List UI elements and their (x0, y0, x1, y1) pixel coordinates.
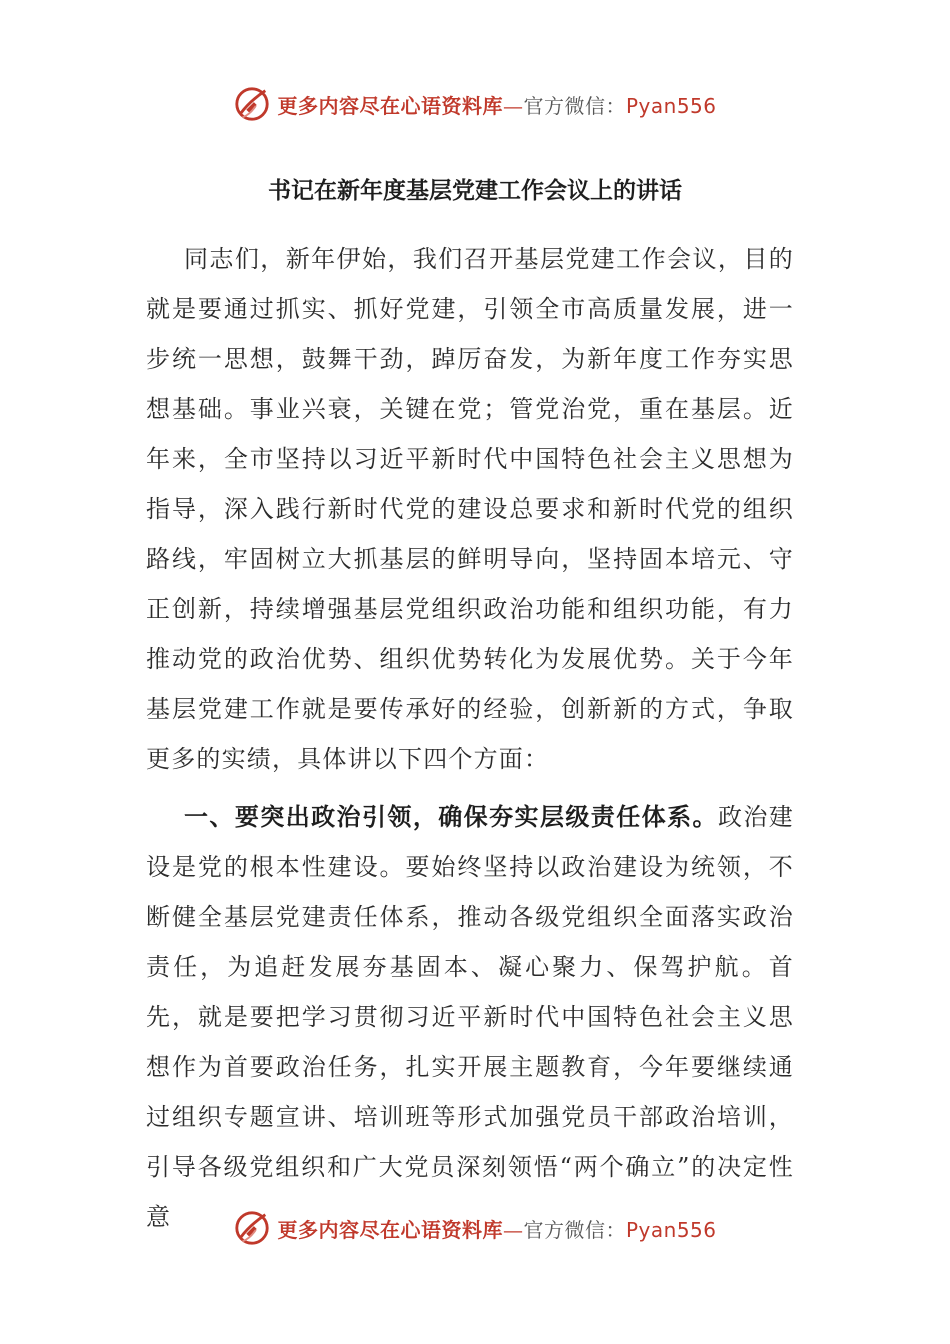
watermark-label: 官方微信： (523, 93, 626, 118)
document-title: 书记在新年度基层党建工作会议上的讲话 (268, 177, 682, 204)
document-body (146, 234, 794, 1242)
watermark-text (277, 1214, 716, 1243)
watermark-banner-bottom (0, 1206, 950, 1250)
watermark-id: Pyan556 (625, 1217, 717, 1242)
watermark-separator: — (502, 1217, 524, 1242)
intro-paragraph: 同志们，新年伊始，我们召开基层党建工作会议，目的就是要通过抓实、抓好党建，引领全市高质量发展，进一步统一思想，鼓舞干劲，踔厉奋发，为新年度工作夯实思想基础。事业兴衰，关键在党；管党治党，重在基层。近年来，全市坚持以习近平新时代中国特色社会主义思想为指导，深入践行新时代党的建设总要求和新时代党的组织路线，牢固树立大抓基层的鲜明导向，坚持固本培元、守正创新，持续增强基层党组织政治功能和组织功能，有力推动党的政治优势、组织优势转化为发展优势。关于今年基层党建工作就是要传承好的经验，创新新的方式，争取更多的实绩，具体讲以下四个方面： (146, 245, 794, 773)
watermark-id: Pyan556 (625, 93, 717, 118)
watermark-text (277, 90, 716, 119)
section-1-body: 政治建设是党的根本性建设。要始终坚持以政治建设为统领，不断健全基层党建责任体系，推动各级党组织全面落实政治责任，为追赶发展夯基固本、凝心聚力、保驾护航。首先，就是要把学习贯彻习近平新时代中国特色社会主义思想作为首要政治任务，扎实开展主题教育，今年要继续通过组织专题宣讲、培训班等形式加强党员干部政治培训，引导各级党组织和广大党员深刻领悟“两个确立”的决定性意 (146, 803, 794, 1231)
pen-nib-logo-icon (233, 85, 271, 123)
section-1-paragraph (146, 792, 794, 1242)
pen-nib-logo-icon (233, 1209, 271, 1247)
section-1-heading: 一、要突出政治引领，确保夯实层级责任体系。 (184, 802, 718, 831)
watermark-separator: — (502, 93, 524, 118)
watermark-site: 更多内容尽在心语资料库 (277, 93, 503, 118)
watermark-site: 更多内容尽在心语资料库 (277, 1217, 503, 1242)
watermark-banner-top (0, 82, 950, 126)
watermark-label: 官方微信： (523, 1217, 626, 1242)
